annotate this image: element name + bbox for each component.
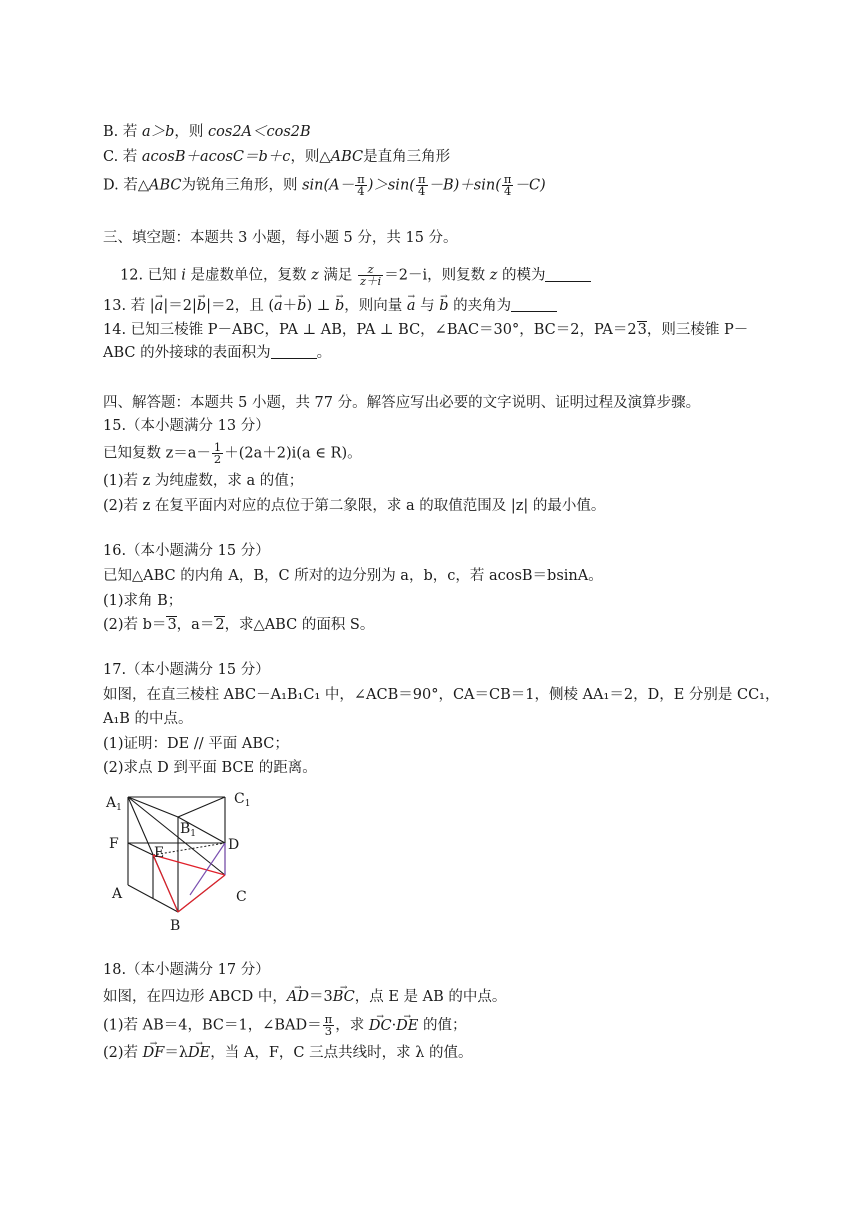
question-17-stem-1: 如图，在直三棱柱 ABC－A₁B₁C₁ 中，∠ACB＝90°，CA＝CB＝1，侧棱 AA₁＝2，D，E 分别是 CC₁， [103, 687, 780, 703]
question-12: 12. 已知 i 是虚数单位，复数 z 满足 $\frac{z}{z+i}$ ＝2－i，则复数 z 的模为 [120, 264, 591, 287]
fraction: $\frac{1}{2}$ [213, 440, 222, 466]
question-13: 13. 若 |→ a|＝2|→ b|＝2，且 (→ a＋→ b) ⊥ → b，则向量 → a 与 → b 的夹角为 [103, 296, 557, 316]
option-c: C. 若 acosB＋acosC＝b＋c，则△ABC是直角三角形 [103, 149, 451, 165]
prism-figure [100, 787, 260, 937]
label-b1: $B_1$ [180, 821, 197, 839]
answer-blank[interactable] [545, 267, 591, 282]
segment-e-b [153, 855, 178, 912]
label-e: E [154, 845, 165, 861]
fraction: $\frac{\pi}{4}$ [357, 172, 365, 198]
question-15-part-2: (2)若 z 在复平面内对应的点位于第二象限，求 a 的取值范围及 |z| 的最小值。 [103, 498, 606, 514]
fraction: $\frac{z}{z+i}$ [360, 262, 382, 288]
label-f: F [109, 836, 119, 852]
question-16-part-1: (1)求角 B； [103, 593, 183, 609]
edge-b1-c1 [178, 797, 225, 817]
label-d: D [228, 837, 240, 853]
fraction: $\frac{\pi}{4}$ [417, 172, 426, 198]
question-17-part-1: (1)证明：DE // 平面 ABC； [103, 736, 289, 752]
question-18-header: 18.（本小题满分 17 分） [103, 962, 270, 978]
section-three-title: 三、填空题：本题共 3 小题，每小题 5 分，共 15 分。 [103, 230, 458, 246]
answer-blank[interactable] [271, 344, 317, 359]
segment-b-c-red [178, 875, 225, 912]
question-18-part-1: (1)若 AB＝4，BC＝1，∠BAD＝ $\frac{\pi}{3}$ ，求 → DC·→ DE 的值； [103, 1014, 467, 1037]
option-b: B. 若 a＞b，则 cos2A＜cos2B [103, 124, 311, 140]
prism-edges [128, 797, 225, 912]
red-segments [153, 855, 225, 912]
label-c1: $C_1$ [234, 791, 251, 809]
label-a1: $A_1$ [106, 795, 122, 813]
question-15-stem: 已知复数 z＝a－ $\frac{1}{2}$ ＋(2a＋2)i(a ∈ R)。 [103, 440, 362, 466]
question-17-stem-2: A₁B 的中点。 [103, 711, 193, 727]
question-16-header: 16.（本小题满分 15 分） [103, 543, 270, 559]
question-18-part-2: (2)若 → DF＝λ→ DE，当 A，F，C 三点共线时，求 λ 的值。 [103, 1043, 473, 1063]
diagonal-a1-c [128, 797, 225, 875]
fraction: $\frac{\pi}{3}$ [324, 1012, 333, 1038]
label-c: C [236, 889, 247, 905]
question-14-line-1: 14. 已知三棱锥 P－ABC，PA ⊥ AB，PA ⊥ BC，∠BAC＝30°，BC＝2，PA＝23，则三棱锥 P－ [103, 322, 749, 338]
fraction: $\frac{\pi}{4}$ [503, 172, 512, 198]
question-15-part-1: (1)若 z 为纯虚数，求 a 的值； [103, 473, 304, 489]
label-a: A [112, 886, 123, 902]
option-d: D. 若△ABC为锐角三角形，则 sin(A－ $\frac{\pi}{4}$ )＞sin( $\frac{\pi}{4}$ －B)＋sin( $\frac{\pi}{4}$ －C) [103, 172, 546, 198]
question-17-header: 17.（本小题满分 15 分） [103, 662, 270, 678]
label-b: B [170, 918, 181, 934]
section-four-title: 四、解答题：本题共 5 小题，共 77 分。解答应写出必要的文字说明、证明过程及演算步骤。 [103, 395, 701, 411]
question-16-stem: 已知△ABC 的内角 A，B，C 所对的边分别为 a，b，c，若 acosB＝bsinA。 [103, 568, 603, 584]
question-14-line-2: ABC 的外接球的表面积为 。 [103, 345, 332, 361]
question-16-part-2: (2)若 b＝3，a＝2，求△ABC 的面积 S。 [103, 617, 375, 633]
question-17-part-2: (2)求点 D 到平面 BCE 的距离。 [103, 760, 317, 776]
question-15-header: 15.（本小题满分 13 分） [103, 418, 270, 434]
answer-blank[interactable] [511, 297, 557, 312]
question-18-stem: 如图，在四边形 ABCD 中，→ AD＝3→ BC，点 E 是 AB 的中点。 [103, 987, 506, 1007]
